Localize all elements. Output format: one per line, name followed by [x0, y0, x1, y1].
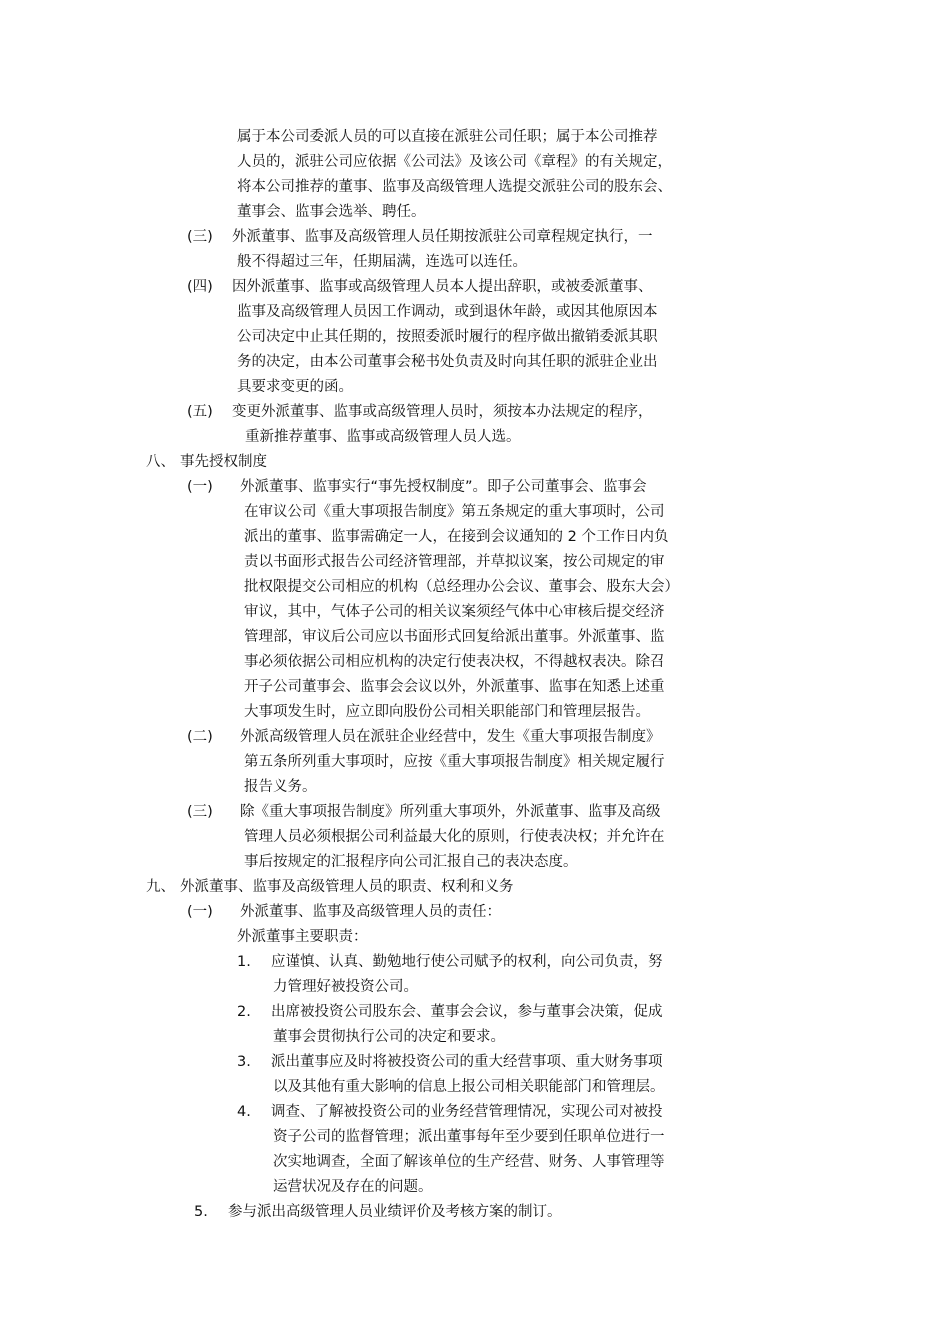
item-line: 管理人员必须根据公司利益最大化的原则，行使表决权；并允许在 — [244, 829, 665, 845]
item-line: 审议，其中，气体子公司的相关议案须经气体中心审核后提交经济 — [244, 604, 665, 620]
section-heading: 事先授权制度 — [180, 454, 267, 470]
item-line: 重新推荐董事、监事或高级管理人员人选。 — [245, 429, 521, 445]
item-line: 在审议公司《重大事项报告制度》第五条规定的重大事项时，公司 — [244, 504, 665, 520]
item-marker: (四) — [187, 279, 213, 295]
item-line: 报告义务。 — [244, 779, 317, 795]
item-line: 管理部，审议后公司应以书面形式回复给派出董事。外派董事、监 — [244, 629, 665, 645]
section-number: 八、 — [146, 454, 175, 470]
list-number: 5. — [194, 1204, 208, 1220]
list-number: 4. — [237, 1104, 251, 1120]
item-line: 除《重大事项报告制度》所列重大事项外，外派董事、监事及高级 — [240, 804, 661, 820]
item-line: 外派董事、监事及高级管理人员的责任： — [240, 904, 501, 920]
list-item-line: 运营状况及存在的问题。 — [273, 1179, 433, 1195]
list-number: 3. — [237, 1054, 251, 1070]
item-marker: (三) — [187, 804, 213, 820]
item-line: 外派董事、监事及高级管理人员任期按派驻公司章程规定执行，一 — [232, 229, 653, 245]
item-marker: (二) — [187, 729, 213, 745]
item-line: 监事及高级管理人员因工作调动，或到退休年龄，或因其他原因本 — [237, 304, 658, 320]
list-item-line: 应谨慎、认真、勤勉地行使公司赋予的权利，向公司负责，努 — [271, 954, 663, 970]
item-line: 变更外派董事、监事或高级管理人员时，须按本办法规定的程序， — [232, 404, 653, 420]
section-number: 九、 — [146, 879, 175, 895]
item-marker: (一) — [187, 479, 213, 495]
item-line: 事后按规定的汇报程序向公司汇报自己的表决态度。 — [244, 854, 578, 870]
list-item-line: 董事会贯彻执行公司的决定和要求。 — [273, 1029, 505, 1045]
item-line: 务的决定，由本公司董事会秘书处负责及时向其任职的派驻企业出 — [237, 354, 658, 370]
item-line: 事必须依据公司相应机构的决定行使表决权，不得越权表决。除召 — [244, 654, 665, 670]
item-line: 大事项发生时，应立即向股份公司相关职能部门和管理层报告。 — [244, 704, 650, 720]
paragraph-line: 属于本公司委派人员的可以直接在派驻公司任职；属于本公司推荐 — [237, 129, 658, 145]
list-item-line: 次实地调查，全面了解该单位的生产经营、财务、人事管理等 — [273, 1154, 665, 1170]
list-item-line: 以及其他有重大影响的信息上报公司相关职能部门和管理层。 — [273, 1079, 665, 1095]
list-item-line: 派出董事应及时将被投资公司的重大经营事项、重大财务事项 — [271, 1054, 663, 1070]
list-item-line: 资子公司的监督管理；派出董事每年至少要到任职单位进行一 — [273, 1129, 665, 1145]
item-line: 因外派董事、监事或高级管理人员本人提出辞职，或被委派董事、 — [232, 279, 653, 295]
item-line: 般不得超过三年，任期届满，连选可以连任。 — [237, 254, 527, 270]
item-line: 开子公司董事会、监事会会议以外，外派董事、监事在知悉上述重 — [244, 679, 665, 695]
list-item-line: 参与派出高级管理人员业绩评价及考核方案的制订。 — [228, 1204, 562, 1220]
item-line: 派出的董事、监事需确定一人，在接到会议通知的 2 个工作日内负 — [244, 529, 669, 545]
item-line: 责以书面形式报告公司经济管理部，并草拟议案，按公司规定的审 — [244, 554, 665, 570]
item-line: 第五条所列重大事项时，应按《重大事项报告制度》相关规定履行 — [244, 754, 665, 770]
item-line: 具要求变更的函。 — [237, 379, 353, 395]
paragraph-line: 将本公司推荐的董事、监事及高级管理人选提交派驻公司的股东会、 — [237, 179, 672, 195]
list-item-line: 力管理好被投资公司。 — [273, 979, 418, 995]
item-marker: (一) — [187, 904, 213, 920]
list-item-line: 调查、了解被投资公司的业务经营管理情况，实现公司对被投 — [271, 1104, 663, 1120]
item-line: 批权限提交公司相应的机构（总经理办公会议、董事会、股东大会） — [244, 579, 679, 595]
subheading: 外派董事主要职责： — [237, 929, 368, 945]
list-number: 2. — [237, 1004, 251, 1020]
item-marker: (三) — [187, 229, 213, 245]
item-line: 外派高级管理人员在派驻企业经营中，发生《重大事项报告制度》 — [240, 729, 661, 745]
list-item-line: 出席被投资公司股东会、董事会会议，参与董事会决策，促成 — [271, 1004, 663, 1020]
list-number: 1. — [237, 954, 251, 970]
paragraph-line: 人员的，派驻公司应依据《公司法》及该公司《章程》的有关规定， — [237, 154, 672, 170]
item-marker: (五) — [187, 404, 213, 420]
item-line: 公司决定中止其任期的，按照委派时履行的程序做出撤销委派其职 — [237, 329, 658, 345]
item-line: 外派董事、监事实行“事先授权制度”。即子公司董事会、监事会 — [240, 479, 647, 495]
paragraph-line: 董事会、监事会选举、聘任。 — [237, 204, 426, 220]
section-heading: 外派董事、监事及高级管理人员的职责、权利和义务 — [180, 879, 514, 895]
